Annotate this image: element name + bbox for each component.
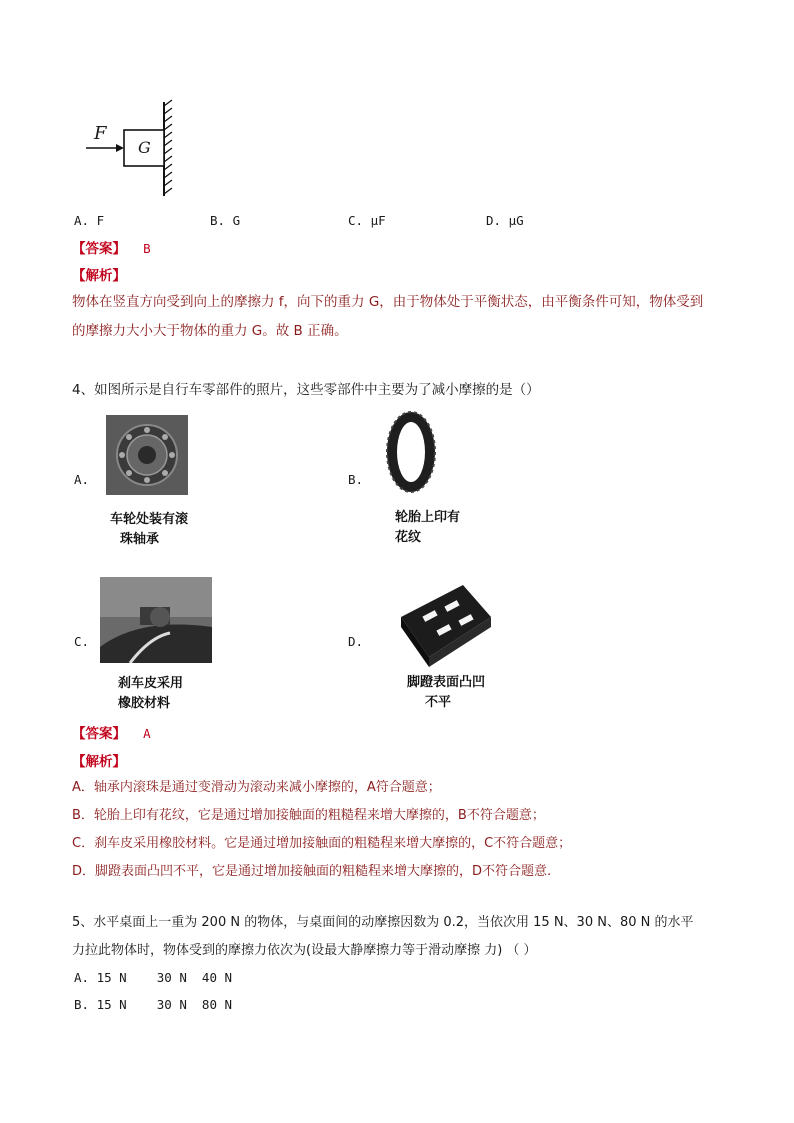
force-diagram-svg bbox=[80, 98, 180, 198]
q4-item-a-letter: A. bbox=[74, 472, 90, 487]
q4-analysis-tag: 【解析】 bbox=[72, 754, 126, 770]
q4-item-a-caption-1: 车轮处装有滚 bbox=[110, 512, 189, 527]
q3-option-c: C. μF bbox=[348, 213, 386, 228]
q4-item-d-caption-2: 不平 bbox=[425, 695, 452, 710]
q4-analysis-line-b: B．轮胎上印有花纹，它是通过增加接触面的粗糙程来增大摩擦的，B不符合题意； bbox=[72, 808, 545, 823]
q4-item-b-letter: B. bbox=[348, 472, 364, 487]
q3-analysis-line-2: 的摩擦力大小大于物体的重力 G。故 B 正确。 bbox=[72, 323, 348, 339]
q3-option-d: D. μG bbox=[486, 213, 524, 228]
force-label: F bbox=[94, 123, 107, 144]
q4-item-c-letter: C. bbox=[74, 634, 90, 649]
q4-item-d-caption bbox=[407, 673, 485, 713]
brake-icon bbox=[100, 577, 212, 663]
bearing-photo bbox=[106, 415, 188, 495]
q4-analysis-line-c: C．刹车皮采用橡胶材料。它是通过增加接触面的粗糙程来增大摩擦的，C不符合题意； bbox=[72, 836, 572, 851]
q4-answer-tag: 【答案】 bbox=[72, 726, 126, 742]
q5-option-a: A. 15 N 30 N 40 N bbox=[74, 970, 233, 985]
q4-answer-value: A bbox=[143, 726, 151, 741]
q4-item-c-caption-1: 刹车皮采用 bbox=[118, 676, 184, 691]
q3-option-b: B. G bbox=[210, 213, 241, 228]
bearing-icon bbox=[106, 415, 188, 495]
q4-stem: 4、如图所示是自行车零部件的照片，这些零部件中主要为了减小摩擦的是（） bbox=[72, 382, 540, 398]
tire-photo bbox=[383, 408, 439, 496]
q3-answer-value: B bbox=[143, 241, 151, 256]
q4-item-d-letter: D. bbox=[348, 634, 364, 649]
q5-stem-line-1: 5、水平桌面上一重为 200 N 的物体，与桌面间的动摩擦因数为 0.2，当依次用 15 N、30 N、80 N 的水平 bbox=[72, 915, 694, 930]
q3-analysis-line-1: 物体在竖直方向受到向上的摩擦力 f，向下的重力 G，由于物体处于平衡状态，由平衡条件可知，物体受到 bbox=[72, 294, 704, 310]
q4-item-d-caption-1: 脚蹬表面凸凹 bbox=[407, 675, 486, 690]
q4-analysis-line-a: A．轴承内滚珠是通过变滑动为滚动来减小摩擦的，A符合题意； bbox=[72, 780, 441, 795]
q4-item-b-caption bbox=[395, 508, 460, 548]
q4-item-c-caption bbox=[118, 674, 183, 714]
q4-answer-row bbox=[72, 722, 151, 742]
force-diagram bbox=[80, 98, 180, 198]
brake-photo bbox=[100, 577, 212, 663]
pedal-icon bbox=[393, 577, 495, 671]
q4-item-c-caption-2: 橡胶材料 bbox=[118, 696, 171, 711]
q3-option-a: A. F bbox=[74, 213, 105, 228]
pedal-photo bbox=[393, 577, 495, 671]
q4-item-b-caption-1: 轮胎上印有 bbox=[395, 510, 461, 525]
q5-stem-line-2: 力拉此物体时，物体受到的摩擦力依次为(设最大静摩擦力等于滑动摩擦 力) （ ） bbox=[72, 943, 537, 958]
q3-analysis-tag: 【解析】 bbox=[72, 268, 126, 284]
q4-item-a-caption bbox=[110, 510, 188, 550]
q4-item-a-caption-2: 珠轴承 bbox=[120, 532, 160, 547]
q4-item-b-caption-2: 花纹 bbox=[395, 530, 422, 545]
tire-icon bbox=[383, 408, 439, 496]
box-label: G bbox=[138, 138, 151, 157]
q3-answer-row bbox=[72, 237, 151, 257]
q5-option-b: B. 15 N 30 N 80 N bbox=[74, 997, 233, 1012]
q3-answer-tag: 【答案】 bbox=[72, 241, 126, 257]
q4-analysis-line-d: D．脚蹬表面凸凹不平，它是通过增加接触面的粗糙程来增大摩擦的，D不符合题意. bbox=[72, 864, 552, 879]
